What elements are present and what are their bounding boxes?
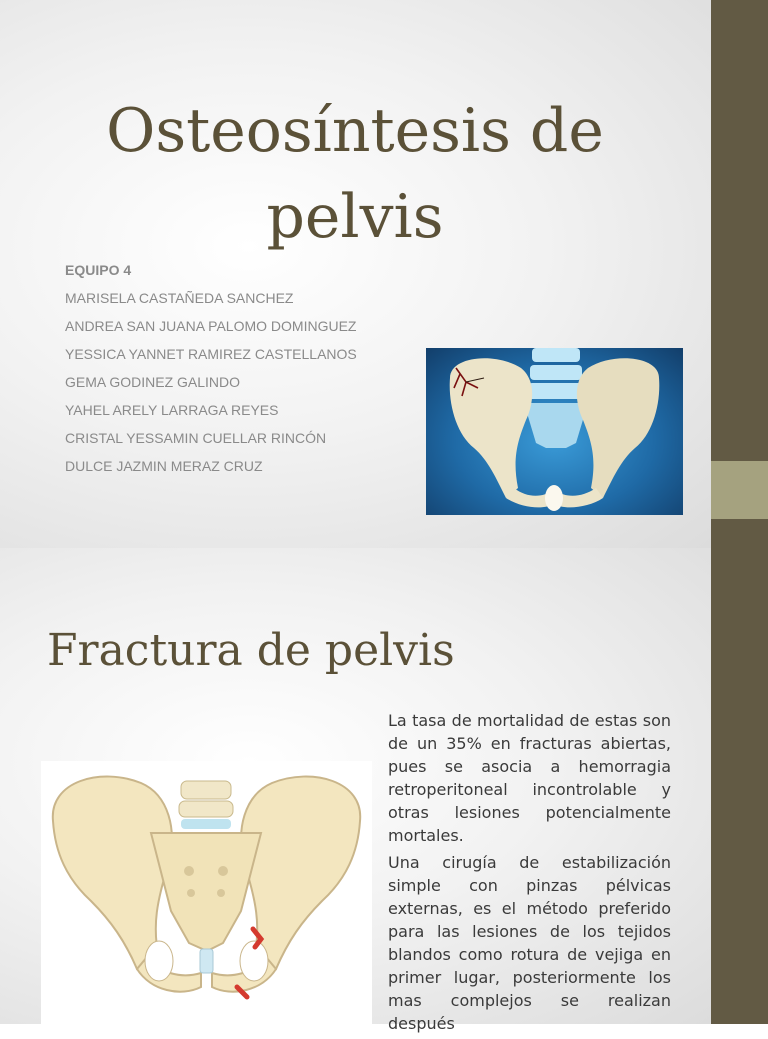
slide-fractura-heading: Fractura de pelvis	[47, 625, 455, 676]
slide-title-heading: Osteosíntesis de pelvis	[106, 96, 604, 252]
pelvis-fracture-image	[426, 348, 683, 515]
team-member: ANDREA SAN JUANA PALOMO DOMINGUEZ	[65, 318, 357, 334]
sidebar-accent	[711, 461, 768, 519]
team-list	[65, 260, 357, 484]
slide-title[interactable]	[0, 0, 711, 548]
paragraph-mortalidad: La tasa de mortalidad de estas son de un 35% en fracturas abiertas, pues se asocia a hemorragia retroperitoneal incontrolable y otras lesiones potencialmente mortales.	[388, 711, 671, 845]
pelvis-anatomy-image	[41, 761, 372, 1024]
team-member: MARISELA CASTAÑEDA SANCHEZ	[65, 290, 294, 306]
team-member: GEMA GODINEZ GALINDO	[65, 374, 241, 390]
team-member: YESSICA YANNET RAMIREZ CASTELLANOS	[65, 346, 357, 362]
team-member: DULCE JAZMIN MERAZ CRUZ	[65, 458, 263, 474]
team-heading: EQUIPO 4	[65, 262, 132, 278]
team-member: CRISTAL YESSAMIN CUELLAR RINCÓN	[65, 430, 327, 446]
fractura-body-text	[388, 709, 671, 1039]
team-member: YAHEL ARELY LARRAGA REYES	[65, 402, 279, 418]
paragraph-cirugia: Una cirugía de estabilización simple con pinzas pélvicas externas, es el método preferido para las lesiones de los tejidos blandos como rotura de vejiga en primer lugar, posteriormente los mas complejos se realizan después	[388, 853, 671, 1033]
